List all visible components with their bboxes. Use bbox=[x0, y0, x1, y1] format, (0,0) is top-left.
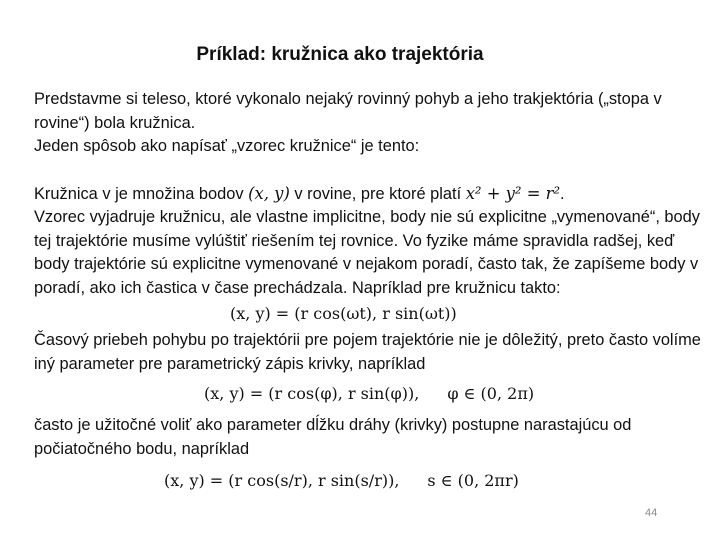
paragraph-arc-length: často je užitočné voliť ako parameter dĺžku dráhy (krivky) postupne narastajúcu od počiatočného bodu, napríklad bbox=[34, 416, 632, 458]
point-notation: (x, y) bbox=[248, 183, 290, 203]
slide-body bbox=[34, 88, 702, 493]
equation-angle-parametrization bbox=[204, 382, 702, 406]
spacer bbox=[34, 159, 702, 182]
definition-mid-text: v rovine, pre ktoré platí bbox=[294, 184, 462, 203]
page-number: 44 bbox=[645, 507, 658, 519]
equation-arclength-body: (x, y) = (r cos(s/r), r sin(s/r)), bbox=[164, 471, 400, 490]
paragraph-parameter-choice: Časový priebeh pohybu po trajektórii pre pojem trajektórie nie je dôležitý, preto často volíme iný parameter pre parametrický zápis krivky, napríklad bbox=[34, 331, 701, 373]
paragraph-explicit-explanation: Vzorec vyjadruje kružnicu, ale vlastne implicitne, body nie sú explicitne „vymenované“, body tej trajektórie musíme vylúštiť riešením tej rovnice. Vo fyzike máme spravidla radšej, keď body trajektórie sú explicitne vymenované v nejakom poradí, často tak, že zapíšeme body v poradí, ako ich častica v čase prechádzala. Napríklad pre kružnicu takto: bbox=[34, 208, 700, 297]
paragraph-intro: Predstavme si teleso, ktoré vykonalo nejaký rovinný pohyb a jeho trakjektória („stopa v rovine“) bola kružnica. bbox=[34, 90, 662, 132]
slide-title: Príklad: kružnica ako trajektória bbox=[196, 44, 484, 65]
equation-time-parametrization: (x, y) = (r cos(ωt), r sin(ωt)) bbox=[230, 304, 457, 323]
equation-angle-body: (x, y) = (r cos(φ), r sin(φ)), bbox=[204, 384, 420, 403]
paragraph-circle-definition bbox=[34, 182, 702, 207]
definition-end-text: . bbox=[560, 184, 565, 203]
equation-arclength-parametrization bbox=[164, 469, 702, 493]
equation-arclength-domain: s ∈ (0, 2πr) bbox=[427, 471, 519, 490]
circle-equation: x² + y² = r² bbox=[465, 183, 561, 203]
definition-lead-text: Kružnica v je množina bodov bbox=[34, 184, 244, 203]
paragraph-formula-intro: Jeden spôsob ako napísať „vzorec kružnice“ je tento: bbox=[34, 137, 420, 155]
equation-angle-domain: φ ∈ (0, 2π) bbox=[447, 384, 535, 403]
